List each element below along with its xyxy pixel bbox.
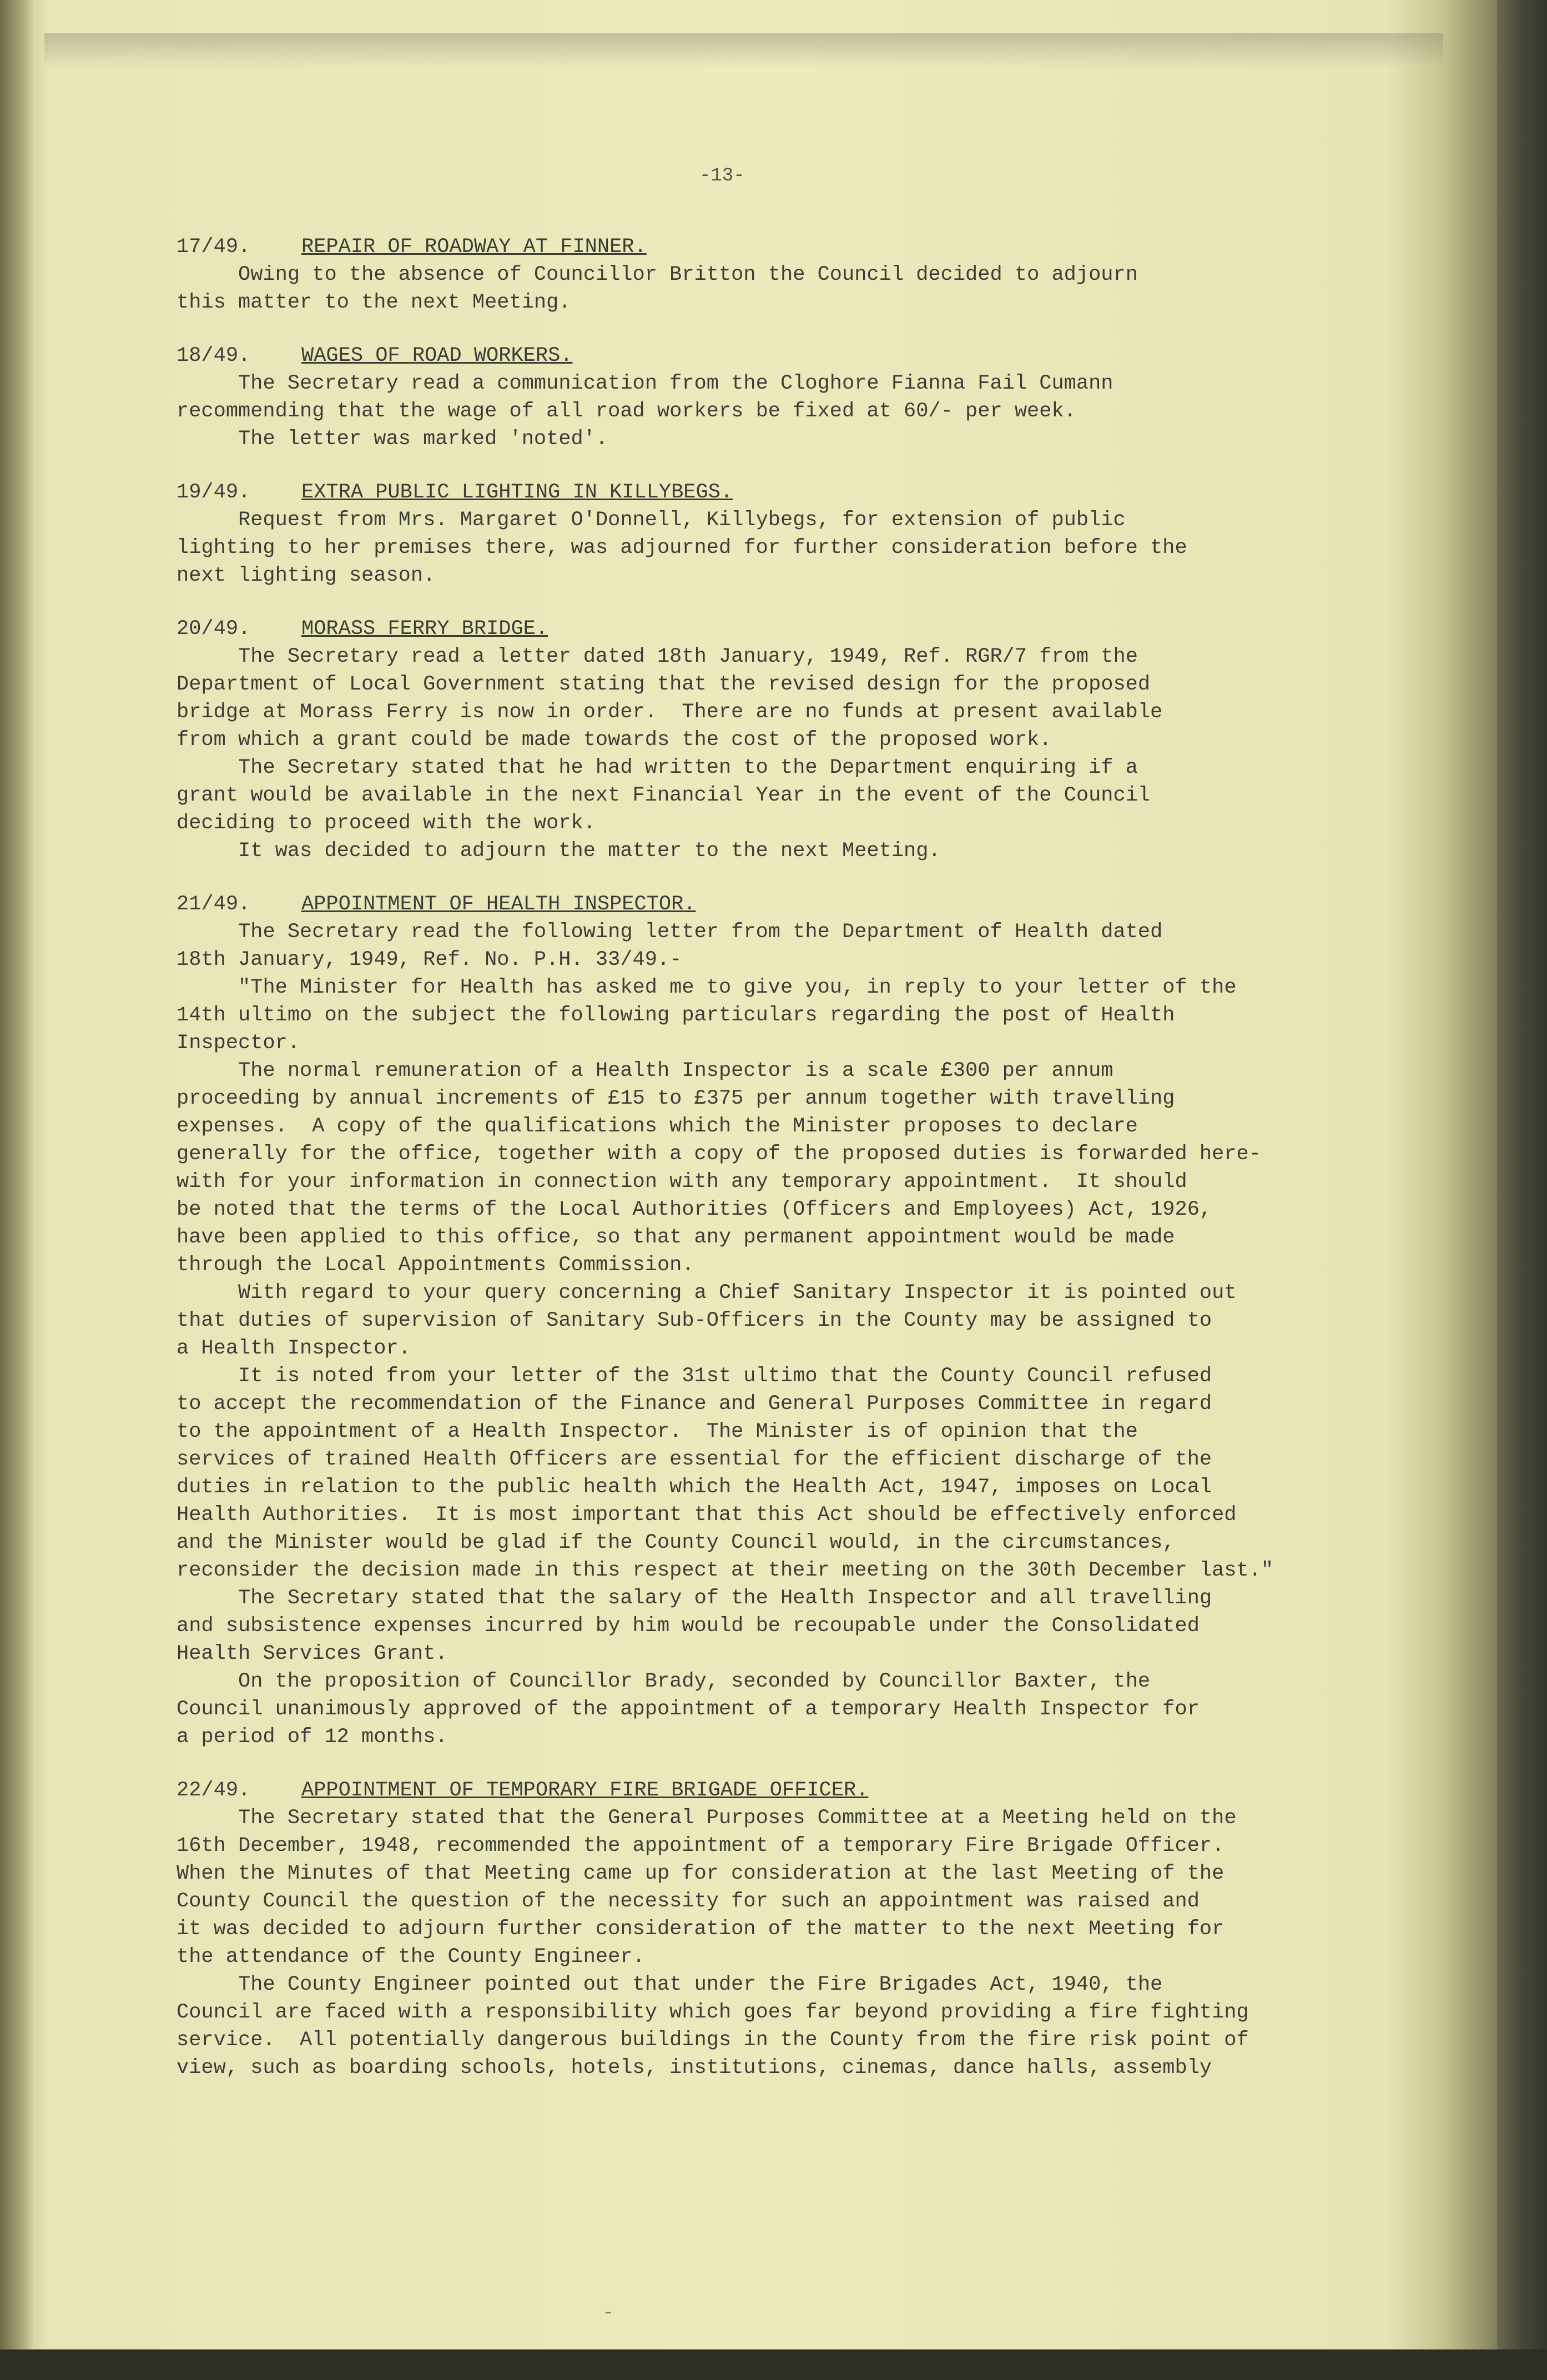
minute-paragraph: "The Minister for Health has asked me to give you, in reply to your letter of the 14th ultimo on the subject the following particulars regarding the post of Health Inspector. — [177, 976, 1237, 1055]
minute-paragraph: The Secretary read the following letter from the Department of Health dated 18th January, 1949, Ref. No. P.H. 33/49.- — [177, 920, 1163, 972]
minute-paragraph: The Secretary stated that he had written to the Department enquiring if a grant would be available in the next Financial Year in the event of the Council deciding to proceed with the work. — [177, 756, 1151, 835]
minute-number: 18/49. — [177, 344, 251, 368]
minute-heading — [177, 479, 1375, 506]
minute-20-49 — [177, 615, 1375, 865]
minute-paragraph: With regard to your query concerning a Chief Sanitary Inspector it is pointed out that duties of supervision of Sanitary Sub-Officers in the County may be assigned to a Health Inspector. — [177, 1281, 1237, 1360]
minute-heading — [177, 342, 1375, 370]
minute-paragraph: The normal remuneration of a Health Inspector is a scale £300 per annum proceeding by annual increments of £15 to £375 per annum together with travelling expenses. A copy of the qualifications which the Minister proposes to declare generally for the office, together with a copy of the proposed duties is forwarded here- with for your information in connection with any temporary appointment. It should be noted that the terms of the Local Authorities (Officers and Employees) Act, 1926, have been applied to this office, so that any permanent appointment would be made through the Local Appointments Commission. — [177, 1059, 1261, 1277]
page-stain — [44, 33, 1443, 67]
minutes-body — [177, 233, 1375, 2082]
minute-paragraph: The letter was marked 'noted'. — [177, 427, 608, 451]
minute-paragraph: On the proposition of Councillor Brady, seconded by Councillor Baxter, the Council unanimously approved of the appointment of a temporary Health Inspector for a period of 12 months. — [177, 1670, 1200, 1749]
minute-number: 20/49. — [177, 617, 251, 641]
minute-title: APPOINTMENT OF TEMPORARY FIRE BRIGADE OFFICER. — [301, 1779, 869, 1802]
page-number: -13- — [699, 165, 745, 187]
minute-17-49 — [177, 233, 1375, 316]
minute-paragraph: Request from Mrs. Margaret O'Donnell, Killybegs, for extension of public lighting to her premises there, was adjourned for further consideration before the next lighting season. — [177, 509, 1187, 587]
minute-18-49 — [177, 342, 1375, 453]
minute-21-49 — [177, 890, 1375, 1751]
page-binding — [0, 0, 33, 2380]
minute-number: 21/49. — [177, 893, 251, 916]
minute-heading — [177, 890, 1375, 918]
minute-22-49 — [177, 1777, 1375, 2082]
minute-paragraph: The Secretary stated that the salary of the Health Inspector and all travelling and subsistence expenses incurred by him would be recoupable under the Consolidated Health Services Grant. — [177, 1587, 1212, 1666]
minute-paragraph: The Secretary stated that the General Purposes Committee at a Meeting held on the 16th December, 1948, recommended the appointment of a temporary Fire Brigade Officer. When the Minutes of that Meeting came up for consideration at the last Meeting of the County Council the question of the necessity for such an appointment was raised and it was decided to adjourn further consideration of the matter to the next Meeting for the attendance of the County Engineer. — [177, 1807, 1237, 1969]
minute-paragraph: Owing to the absence of Councillor Britton the Council decided to adjourn this matter to the next Meeting. — [177, 263, 1138, 314]
footer-mark: - — [602, 2301, 614, 2324]
minute-title: APPOINTMENT OF HEALTH INSPECTOR. — [301, 893, 696, 916]
minute-title: EXTRA PUBLIC LIGHTING IN KILLYBEGS. — [301, 481, 733, 504]
minute-heading — [177, 1777, 1375, 1804]
minute-number: 22/49. — [177, 1779, 251, 1802]
scan-bottom-strip — [0, 2349, 1547, 2380]
minute-paragraph: The Secretary read a letter dated 18th January, 1949, Ref. RGR/7 from the Department of Local Government stating that the revised design for the proposed bridge at Morass Ferry is now in order. There are no funds at present available from which a grant could be made towards the cost of the proposed work. — [177, 645, 1163, 752]
minute-number: 17/49. — [177, 235, 251, 259]
minute-paragraph: It was decided to adjourn the matter to the next Meeting. — [177, 839, 941, 863]
minute-title: WAGES OF ROAD WORKERS. — [301, 344, 573, 368]
minute-heading — [177, 233, 1375, 261]
book-edge — [1497, 0, 1547, 2380]
minute-paragraph: The County Engineer pointed out that under the Fire Brigades Act, 1940, the Council are faced with a responsibility which goes far beyond providing a fire fighting service. All potentially dangerous buildings in the County from the fire risk point of view, such as boarding schools, hotels, institutions, cinemas, dance halls, assembly — [177, 1973, 1249, 2080]
minute-19-49 — [177, 479, 1375, 590]
minute-paragraph: The Secretary read a communication from the Cloghore Fianna Fail Cumann recommending that the wage of all road workers be fixed at 60/- per week. — [177, 372, 1113, 423]
minute-heading — [177, 615, 1375, 643]
minute-title: MORASS FERRY BRIDGE. — [301, 617, 548, 641]
minute-title: REPAIR OF ROADWAY AT FINNER. — [301, 235, 647, 259]
minute-number: 19/49. — [177, 481, 251, 504]
minute-paragraph: It is noted from your letter of the 31st ultimo that the County Council refused to accept the recommendation of the Finance and General Purposes Committee in regard to the appointment of a Health Inspector. The Minister is of opinion that the services of trained Health Officers are essential for the efficient discharge of the duties in relation to the public health which the Health Act, 1947, imposes on Local Health Authorities. It is most important that this Act should be effectively enforced and the Minister would be glad if the County Council would, in the circumstances, reconsider the decision made in this respect at their meeting on the 30th December last." — [177, 1365, 1274, 1582]
